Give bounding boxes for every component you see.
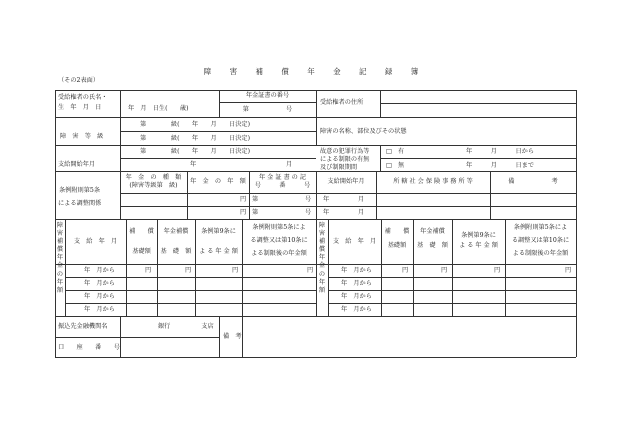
cert-no-label: 年金証書の番号 — [245, 92, 290, 99]
remarks-label: 備 考 — [223, 333, 242, 340]
col-art9-2-left: よ る 年 金 額 — [199, 248, 238, 255]
col-office: 所 轄 社 会 保 険 事 務 所 等 — [393, 178, 473, 185]
col-adj-2-left: る調整又は第10条に — [250, 237, 308, 244]
row-yen-right-4: 円 — [565, 267, 572, 274]
disability-label: 障害の名称、部位及びその状態 — [320, 128, 407, 135]
row-from-left-1: 年 月から — [84, 267, 115, 274]
col-art9-1-right: 条例第9条に — [461, 232, 496, 239]
row-yen-right-2: 円 — [441, 267, 448, 274]
col-cert-1: 年 金 証 書 の 記 — [259, 174, 306, 181]
row-from-left-3: 年 月から — [84, 293, 115, 300]
intent-label-2: による制限の有無 — [320, 156, 370, 163]
col-kind-2: (障害等級第 級) — [129, 182, 178, 189]
cert-no-value: 第 号 — [242, 106, 293, 113]
adjust-nen-2: 年 — [323, 209, 330, 216]
col-pension-2-right: 基 礎 額 — [417, 242, 448, 249]
page-subtitle: （その2表面） — [58, 77, 100, 84]
col-start: 支給開始年月 — [327, 178, 365, 185]
col-kind-1: 年 金 の 種 類 — [125, 174, 182, 181]
grade-row-1: 第 級( 年 月 日決定) — [140, 121, 251, 128]
row-yen-right-1: 円 — [402, 267, 409, 274]
col-pension-1-right: 年金補償 — [420, 228, 445, 235]
page-title: 障 害 補 償 年 金 記 録 簿 — [203, 67, 427, 76]
start-year: 年 — [190, 161, 197, 168]
row-from-right-3: 年 月から — [341, 293, 372, 300]
row-yen-left-4: 円 — [307, 267, 314, 274]
adjust-dai-2: 第 — [252, 209, 259, 216]
col-pension-2-left: 基 礎 額 — [160, 248, 192, 255]
col-art9-1-left: 条例第9条に — [201, 228, 236, 235]
bank-value: 銀行 支店 — [158, 323, 214, 330]
start-month: 月 — [286, 161, 293, 168]
adjust-yen-2: 円 — [240, 209, 247, 216]
grade-label: 障 害 等 級 — [60, 133, 104, 140]
option-yes-checkbox[interactable]: □ 有 — [386, 148, 405, 155]
col-adj-2-right: る調整又は第10条に — [511, 237, 570, 244]
col-base-2-left: 基礎額 — [132, 248, 151, 255]
col-adj-3-left: よる制限後の年金額 — [251, 250, 307, 257]
col-adj-1-right: 条例附則第5条によ — [513, 224, 568, 231]
intent-to: 年 月 日まで — [466, 162, 535, 169]
adjust-gou-2: 号 — [305, 209, 312, 216]
row-from-right-4: 年 月から — [341, 306, 372, 313]
row-yen-right-3: 円 — [494, 267, 501, 274]
adjust-label-2: による調整関係 — [58, 200, 102, 207]
col-pension-1-left: 年金補償 — [163, 228, 189, 235]
grade-row-3: 第 級( 年 月 日決定) — [140, 148, 251, 155]
adjust-tsuki-1: 月 — [358, 196, 365, 203]
col-base-1-right: 補 償 — [384, 228, 410, 235]
col-adj-1-left: 条例附則第5条によ — [252, 224, 306, 231]
row-from-left-4: 年 月から — [84, 306, 115, 313]
col-base-1-left: 補 償 — [129, 228, 154, 235]
bank-label: 振込先金融機関名 — [58, 323, 108, 330]
row-yen-left-1: 円 — [145, 267, 152, 274]
adjust-nen-1: 年 — [323, 196, 330, 203]
payment-vertical-label-left: 障害補償年金の年額 — [56, 222, 64, 294]
intent-from: 年 月 日から — [466, 148, 535, 155]
recipient-name-label: 受給権者の氏名・ — [58, 94, 108, 101]
row-yen-left-3: 円 — [232, 267, 239, 274]
adjust-tsuki-2: 月 — [358, 209, 365, 216]
col-cert-2: 号 番 号 — [254, 182, 311, 189]
row-from-right-1: 年 月から — [341, 267, 372, 274]
col-adj-3-right: よる制限後の年金額 — [512, 250, 569, 257]
row-from-left-2: 年 月から — [84, 280, 115, 287]
col-art9-2-right: よ る 年 金 額 — [459, 242, 498, 249]
grade-row-2: 第 級( 年 月 日決定) — [140, 135, 251, 142]
address-label: 受給権者の住所 — [320, 99, 364, 106]
start-label: 支給開始年月 — [58, 161, 96, 168]
row-from-right-2: 年 月から — [341, 280, 372, 287]
payment-vertical-label-right: 障害補償年金の年額 — [318, 222, 326, 294]
option-no-checkbox[interactable]: □ 無 — [386, 162, 405, 169]
birth-label: 生 年 月 日 — [58, 104, 102, 111]
col-amount: 年 金 の 年 額 — [190, 178, 246, 185]
account-label: 口 座 番 号 — [58, 344, 120, 351]
intent-label-3: 及び制限期間 — [320, 164, 358, 171]
col-base-2-right: 基礎額 — [387, 242, 407, 249]
birth-value: 年 月 日生( 歳) — [128, 105, 189, 112]
adjust-dai-1: 第 — [252, 196, 259, 203]
col-period-right: 支 給 年 月 — [332, 238, 377, 245]
col-period-left: 支 給 年 月 — [73, 238, 118, 245]
adjust-label-1: 条例附則第5条 — [59, 187, 101, 194]
col-remarks: 備 考 — [508, 178, 558, 185]
adjust-yen-1: 円 — [240, 196, 247, 203]
adjust-gou-1: 号 — [305, 196, 312, 203]
intent-label-1: 故意の犯罪行為等 — [320, 148, 370, 155]
row-yen-left-2: 円 — [185, 267, 192, 274]
